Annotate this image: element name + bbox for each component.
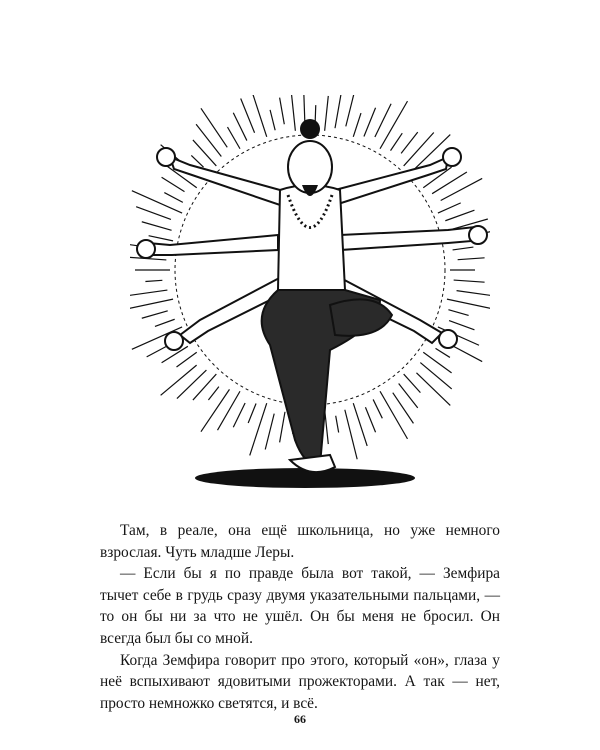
dancing-figure-illustration xyxy=(130,95,490,500)
ray-line xyxy=(233,403,245,427)
ray-line xyxy=(218,391,241,430)
ray-line xyxy=(457,291,490,296)
ray-line xyxy=(432,172,467,194)
ray-line xyxy=(353,113,361,137)
ray-line xyxy=(404,133,434,166)
ray-line xyxy=(325,96,329,131)
ray-line xyxy=(155,319,175,326)
ray-line xyxy=(270,110,275,130)
ray-line xyxy=(391,133,403,150)
torso xyxy=(278,185,345,298)
ray-line xyxy=(248,404,256,423)
ray-line xyxy=(280,98,285,125)
ray-line xyxy=(193,374,216,400)
ray-line xyxy=(177,352,197,367)
ray-line xyxy=(438,203,461,213)
ray-line xyxy=(420,363,451,389)
ray-line xyxy=(280,412,285,443)
page-number: 66 xyxy=(294,712,306,726)
ray-line xyxy=(416,373,450,406)
illustration-svg xyxy=(130,95,490,500)
ray-line xyxy=(458,258,485,260)
ray-line xyxy=(380,101,408,149)
ray-line xyxy=(353,403,367,446)
ray-line xyxy=(265,414,274,450)
ray-line xyxy=(142,222,172,231)
ray-line xyxy=(162,177,185,191)
ray-line xyxy=(145,280,162,281)
ray-line xyxy=(130,299,173,308)
ray-line xyxy=(233,113,247,141)
ray-line xyxy=(201,389,230,431)
ray-line xyxy=(373,399,382,418)
ray-line xyxy=(228,127,241,149)
ray-line xyxy=(241,98,255,132)
ray-line xyxy=(250,403,267,455)
ray-line xyxy=(401,132,418,153)
ray-line xyxy=(130,290,167,297)
ray-line xyxy=(161,365,197,395)
ray-line xyxy=(441,178,482,200)
ray-line xyxy=(208,387,218,400)
ray-line xyxy=(193,140,216,166)
ray-line xyxy=(375,104,391,137)
ray-line xyxy=(201,108,227,147)
ray-line xyxy=(364,108,376,137)
raised-leg xyxy=(330,299,392,335)
ray-line xyxy=(196,124,221,156)
ray-line xyxy=(164,193,183,203)
ray-line xyxy=(380,391,408,439)
paragraph-1: Там, в реале, она ещё школьница, но уже немного взрослая. Чуть младше Леры. xyxy=(100,522,500,561)
ray-line xyxy=(291,95,296,131)
ray-line xyxy=(447,299,490,310)
ray-line xyxy=(250,95,267,137)
ray-line xyxy=(177,370,206,398)
ray-line xyxy=(336,416,339,433)
ray-line xyxy=(136,207,171,220)
ray-line xyxy=(453,247,474,250)
ray-line xyxy=(149,236,173,241)
ray-line xyxy=(436,348,450,357)
ray-line xyxy=(454,280,485,282)
ray-line xyxy=(335,95,342,128)
ray-line xyxy=(142,311,168,318)
ray-line xyxy=(315,105,316,122)
ray-line xyxy=(345,410,357,459)
ray-line xyxy=(445,210,474,221)
body-text xyxy=(100,520,500,714)
hair-bun xyxy=(300,119,320,139)
paragraph-2: — Если бы я по правде была вот такой, — Земфира тычет себе в грудь сразу двумя указательными пальцами, — то он бы ни за что не ушёл. Он бы меня не бросил. Он всегда был бы со мной. xyxy=(100,565,500,647)
ray-line xyxy=(346,95,357,126)
ray-line xyxy=(448,310,468,316)
ray-line xyxy=(132,191,182,213)
ray-line xyxy=(404,374,421,393)
ray-line xyxy=(365,407,375,432)
ray-line xyxy=(449,321,474,330)
paragraph-3: Когда Земфира говорит про этого, который «он», глаза у неё вспыхивают ядовитыми прожекторами. А так — нет, просто немножко светятся, и всё. xyxy=(100,651,500,712)
